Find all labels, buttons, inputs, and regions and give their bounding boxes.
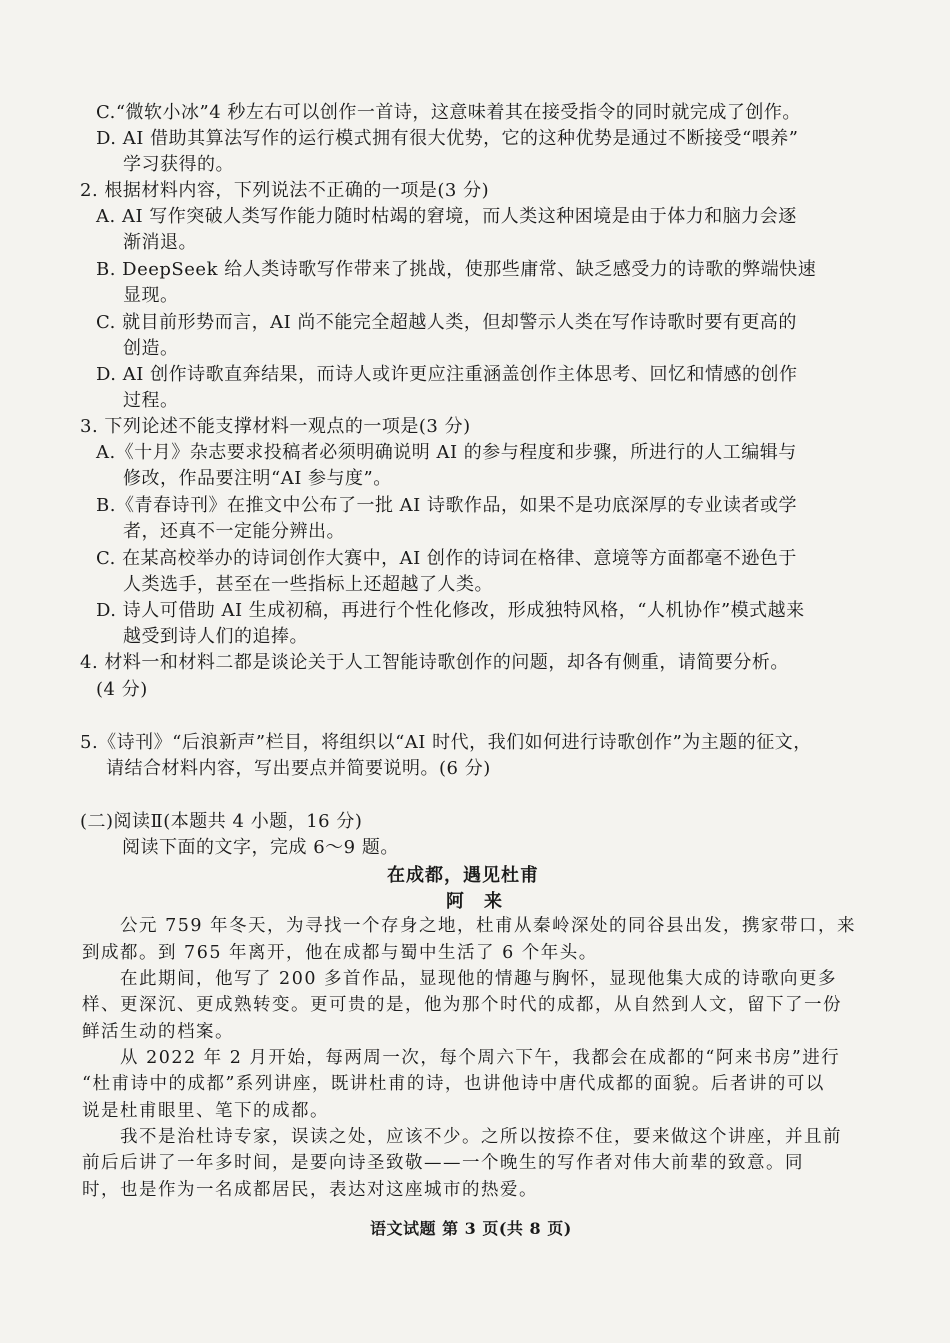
q3-option-a-line1: A.《十月》杂志要求投稿者必须明确说明 AI 的参与程度和步骤，所进行的人工编辑与 [96, 442, 797, 463]
q2-stem: 2. 根据材料内容，下列说法不正确的一项是(3 分) [80, 180, 490, 201]
article-p3-line2: “杜甫诗中的成都”系列讲座，既讲杜甫的诗，也讲他诗中唐代成都的面貌。后者讲的可以 [82, 1074, 825, 1094]
q4-line1: 4. 材料一和材料二都是谈论关于人工智能诗歌创作的问题，却各有侧重，请简要分析。 [80, 652, 789, 673]
article-p4-line1: 我不是治杜诗专家，误读之处，应该不少。之所以按捺不住，要来做这个讲座，并且前 [120, 1127, 842, 1147]
article-p3-line3: 说是杜甫眼里、笔下的成都。 [82, 1101, 329, 1121]
q3-option-b-line1: B.《青春诗刊》在推文中公布了一批 AI 诗歌作品，如果不是功底深厚的专业读者或学 [96, 495, 797, 516]
article-p2-line2: 样、更深沉、更成熟转变。更可贵的是，他为那个时代的成都，从自然到人文，留下了一份 [82, 995, 842, 1015]
q2-option-d-line1: D. AI 创作诗歌直奔结果，而诗人或许更应注重涵盖创作主体思考、回忆和情感的创作 [96, 364, 798, 385]
page-footer: 语文试题 第 3 页(共 8 页) [370, 1219, 572, 1238]
q3-option-d-line1: D. 诗人可借助 AI 生成初稿，再进行个性化修改，形成独特风格，“人机协作”模式越来 [96, 600, 805, 621]
article-p1-line2: 到成都。到 765 年离开，他在成都与蜀中生活了 6 个年头。 [82, 943, 598, 963]
section2-instruction: 阅读下面的文字，完成 6～9 题。 [122, 837, 399, 858]
q3-option-d-line2: 越受到诗人们的追捧。 [123, 626, 308, 647]
q3-option-b-line2: 者，还真不一定能分辨出。 [123, 521, 345, 542]
q4-line2: (4 分) [96, 679, 148, 700]
article-p2-line1: 在此期间，他写了 200 多首作品，显现他的情趣与胸怀，显现他集大成的诗歌向更多 [120, 969, 838, 989]
article-title: 在成都，遇见杜甫 [387, 865, 539, 886]
q2-option-b-line1: B. DeepSeek 给人类诗歌写作带来了挑战，使那些庸常、缺乏感受力的诗歌的弊端快速 [96, 259, 817, 280]
q1-option-c: C.“微软小冰”4 秒左右可以创作一首诗，这意味着其在接受指令的同时就完成了创作。 [96, 102, 801, 123]
section2-heading: (二)阅读Ⅱ(本题共 4 小题，16 分) [80, 811, 363, 832]
q1-option-d-line1: D. AI 借助其算法写作的运行模式拥有很大优势，它的这种优势是通过不断接受“喂养” [96, 128, 799, 149]
q2-option-b-line2: 显现。 [123, 285, 179, 306]
q5-line2: 请结合材料内容，写出要点并简要说明。(6 分) [106, 758, 491, 779]
q3-stem: 3. 下列论述不能支撑材料一观点的一项是(3 分) [80, 416, 471, 437]
q3-option-c-line2: 人类选手，甚至在一些指标上还超越了人类。 [123, 574, 493, 595]
article-p4-line2: 前后后讲了一年多时间，是要向诗圣致敬——一个晚生的写作者对伟大前辈的致意。同 [82, 1153, 804, 1173]
article-p3-line1: 从 2022 年 2 月开始，每两周一次，每个周六下午，我都会在成都的“阿来书房”进行 [120, 1048, 841, 1068]
q2-option-c-line1: C. 就目前形势而言，AI 尚不能完全超越人类，但却警示人类在写作诗歌时要有更高的 [96, 312, 797, 333]
article-p4-line3: 时，也是作为一名成都居民，表达对这座城市的热爱。 [82, 1180, 538, 1200]
q5-line1: 5.《诗刊》“后浪新声”栏目，将组织以“AI 时代，我们如何进行诗歌创作”为主题的征文， [80, 732, 812, 753]
article-author: 阿 来 [446, 891, 503, 912]
q3-option-a-line2: 修改，作品要注明“AI 参与度”。 [123, 468, 392, 489]
article-p1-line1: 公元 759 年冬天，为寻找一个存身之地，杜甫从秦岭深处的同谷县出发，携家带口，来 [120, 916, 857, 936]
q1-option-d-line2: 学习获得的。 [123, 154, 234, 175]
q2-option-c-line2: 创造。 [123, 338, 179, 359]
q3-option-c-line1: C. 在某高校举办的诗词创作大赛中，AI 创作的诗词在格律、意境等方面都毫不逊色于 [96, 548, 797, 569]
q2-option-d-line2: 过程。 [123, 390, 179, 411]
q2-option-a-line2: 渐消退。 [123, 232, 197, 253]
article-p2-line3: 鲜活生动的档案。 [82, 1022, 234, 1042]
q2-option-a-line1: A. AI 写作突破人类写作能力随时枯竭的窘境，而人类这种困境是由于体力和脑力会逐 [96, 206, 797, 227]
